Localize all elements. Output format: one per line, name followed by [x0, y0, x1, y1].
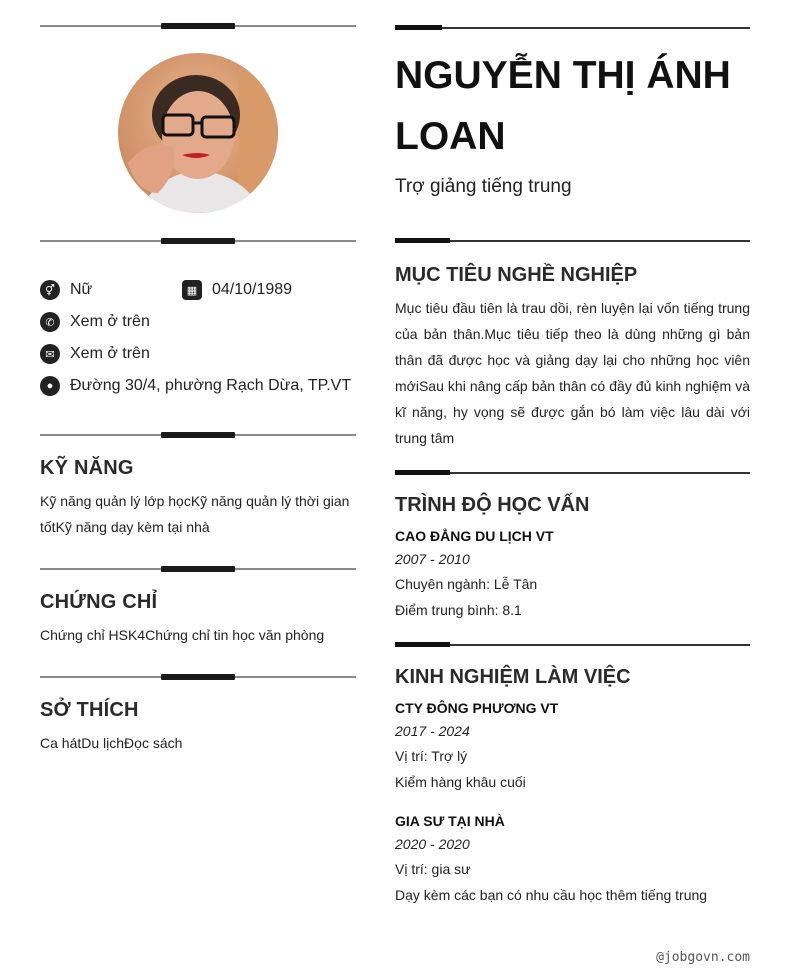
job-description: Dạy kèm các bạn có nhu cầu học thêm tiếng trung: [395, 887, 708, 903]
job-position: Vị trí: Trợ lý: [395, 748, 468, 764]
objective-text: Mục tiêu đầu tiên là trau dồi, rèn luyện lại vốn tiếng trung của bản thân.Mục tiêu tiếp theo là dùng những gì bản thân đã được học và giảng dạy lại cho những học viên mớiSau khi nâng cấp bản thân có đầy đủ kinh nghiệm và kĩ năng, hy vọng sẽ được gắn bó làm việc lâu dài với trung tâm: [395, 300, 750, 446]
phone-icon: ✆: [40, 312, 60, 332]
calendar-icon: ▦: [182, 280, 202, 300]
phone-row: [40, 312, 150, 332]
education-major: Chuyên ngành: Lễ Tân: [395, 576, 538, 592]
candidate-name: NGUYỄN THỊ ÁNH LOAN: [395, 54, 731, 158]
education-period: 2007 - 2010: [395, 551, 470, 567]
education-gpa: Điểm trung bình: 8.1: [395, 602, 522, 618]
address-value: Đường 30/4, phường Rạch Dừa, TP.VT: [70, 377, 352, 394]
skills-text: Kỹ năng quản lý lớp họcKỹ năng quản lý thời gian tốtKỹ năng dạy kèm tại nhà: [40, 493, 350, 535]
divider: [40, 236, 356, 246]
email-row: [40, 344, 150, 364]
certificates-text: Chứng chỉ HSK4Chứng chỉ tin học văn phòng: [40, 627, 325, 643]
birthdate-row: [182, 280, 292, 300]
phone-value: Xem ở trên: [70, 313, 150, 330]
divider: [40, 564, 356, 574]
job-company: CTY ĐÔNG PHƯƠNG VT: [395, 700, 559, 716]
address-row: [40, 376, 351, 396]
gender-icon: ⚥: [40, 280, 60, 300]
location-pin-icon: ●: [40, 376, 60, 396]
certificates-heading: CHỨNG CHỈ: [40, 591, 158, 613]
job-title: Trợ giảng tiếng trung: [395, 176, 572, 197]
objective-heading: MỤC TIÊU NGHỀ NGHIỆP: [395, 264, 638, 286]
divider: [395, 23, 750, 33]
watermark: @jobgovn.com: [656, 950, 750, 965]
avatar: [118, 53, 278, 213]
birthdate-value: 04/10/1989: [212, 281, 293, 298]
school-name: CAO ĐẲNG DU LỊCH VT: [395, 528, 554, 544]
job-period: 2020 - 2020: [395, 836, 470, 852]
divider: [40, 672, 356, 682]
hobbies-text: Ca hátDu lịchĐọc sách: [40, 735, 183, 751]
hobbies-heading: SỞ THÍCH: [40, 699, 139, 721]
job-company: GIA SƯ TẠI NHÀ: [395, 813, 505, 829]
job-period: 2017 - 2024: [395, 723, 470, 739]
mail-icon: ✉: [40, 344, 60, 364]
divider: [395, 468, 750, 478]
job-position: Vị trí: gia sư: [395, 861, 471, 877]
skills-heading: KỸ NĂNG: [40, 457, 134, 479]
gender-value: Nữ: [70, 281, 93, 298]
job-description: Kiểm hàng khâu cuối: [395, 774, 526, 790]
email-value: Xem ở trên: [70, 345, 150, 362]
divider: [395, 236, 750, 246]
experience-heading: KINH NGHIỆM LÀM VIỆC: [395, 666, 631, 688]
divider: [40, 21, 356, 31]
gender-row: [40, 280, 92, 300]
divider: [395, 640, 750, 650]
education-heading: TRÌNH ĐỘ HỌC VẤN: [395, 494, 590, 516]
divider: [40, 430, 356, 440]
